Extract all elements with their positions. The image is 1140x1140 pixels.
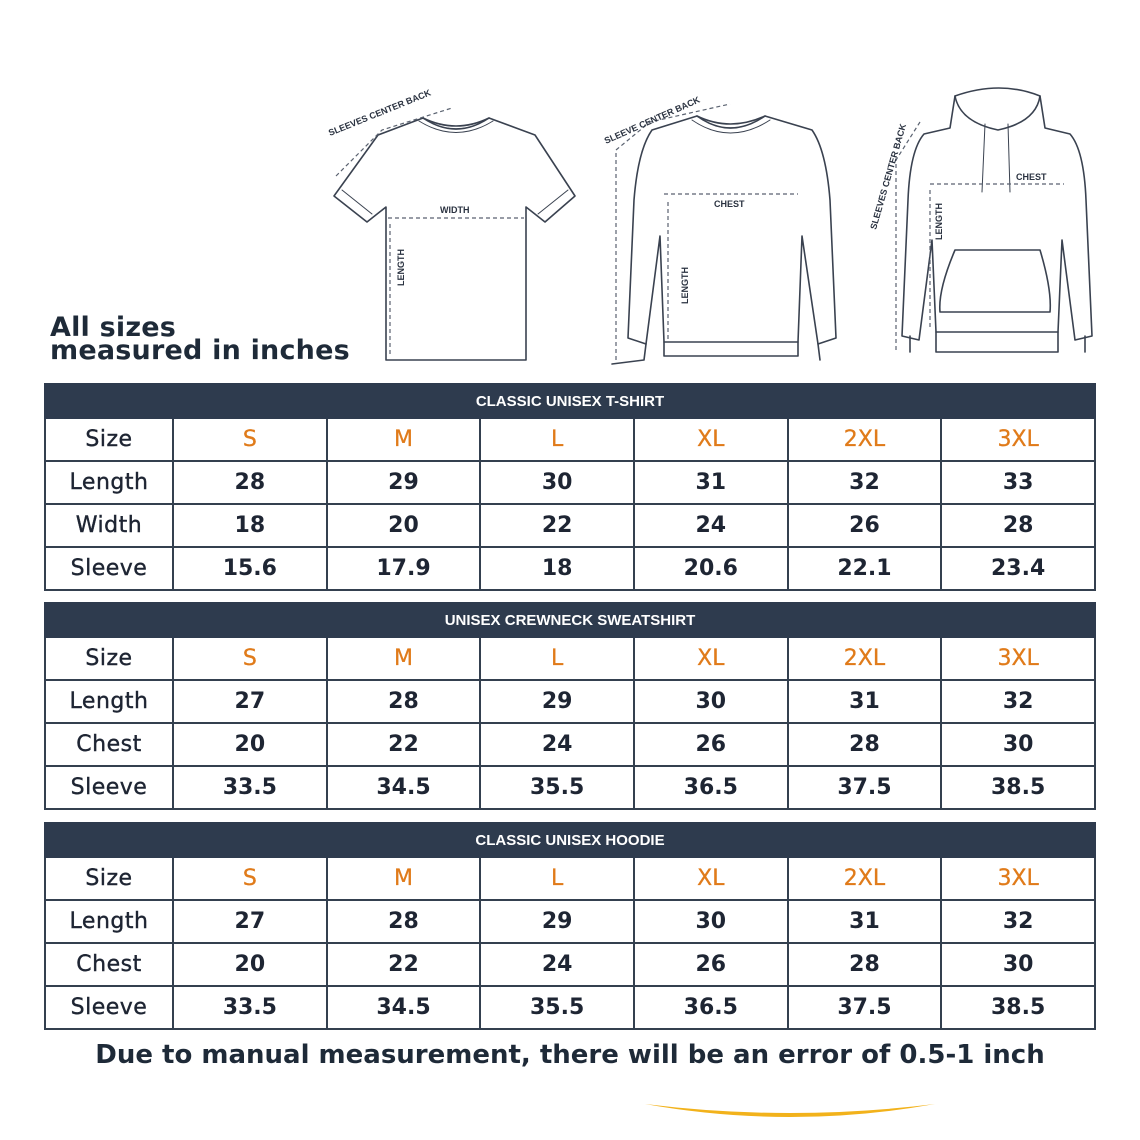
value-cell: 26 <box>634 723 788 766</box>
value-cell: 31 <box>634 461 788 504</box>
size-cell: S <box>173 418 327 461</box>
size-cell: L <box>480 637 634 680</box>
value-cell: 36.5 <box>634 986 788 1029</box>
sweatshirt-outline <box>628 116 836 344</box>
value-cell: 28 <box>327 900 481 943</box>
row-label: Length <box>45 461 173 504</box>
size-cell: M <box>327 418 481 461</box>
table-row <box>45 986 1095 1029</box>
value-cell: 27 <box>173 680 327 723</box>
value-cell: 37.5 <box>788 766 942 809</box>
tshirt-outline <box>334 118 575 360</box>
row-label: Chest <box>45 943 173 986</box>
table-title: UNISEX CREWNECK SWEATSHIRT <box>45 603 1095 637</box>
sweatshirt-length-label: LENGTH <box>680 267 690 304</box>
row-label: Length <box>45 900 173 943</box>
value-cell: 29 <box>480 900 634 943</box>
value-cell: 28 <box>788 723 942 766</box>
table-title: CLASSIC UNISEX T-SHIRT <box>45 384 1095 418</box>
row-label: Chest <box>45 723 173 766</box>
sweatshirt-size-table <box>44 602 1096 810</box>
size-cell: S <box>173 857 327 900</box>
headline-line-1: All sizes <box>50 312 177 343</box>
value-cell: 30 <box>941 723 1095 766</box>
value-cell: 29 <box>327 461 481 504</box>
value-cell: 33.5 <box>173 766 327 809</box>
value-cell: 33.5 <box>173 986 327 1029</box>
row-label: Sleeve <box>45 986 173 1029</box>
value-cell: 29 <box>480 680 634 723</box>
tshirt-width-label: WIDTH <box>440 205 470 215</box>
value-cell: 15.6 <box>173 547 327 590</box>
decorative-swoosh <box>640 1100 940 1140</box>
row-label: Width <box>45 504 173 547</box>
table-row <box>45 637 1095 680</box>
size-cell: M <box>327 857 481 900</box>
value-cell: 20.6 <box>634 547 788 590</box>
tshirt-sleeve-label: SLEEVES CENTER BACK <box>327 87 433 138</box>
value-cell: 32 <box>941 900 1095 943</box>
table-row <box>45 680 1095 723</box>
size-cell: 3XL <box>941 418 1095 461</box>
row-label: Length <box>45 680 173 723</box>
value-cell: 34.5 <box>327 986 481 1029</box>
table-row <box>45 504 1095 547</box>
value-cell: 34.5 <box>327 766 481 809</box>
table-row <box>45 547 1095 590</box>
value-cell: 20 <box>327 504 481 547</box>
size-cell: S <box>173 637 327 680</box>
size-cell: 3XL <box>941 637 1095 680</box>
value-cell: 28 <box>173 461 327 504</box>
value-cell: 24 <box>480 723 634 766</box>
value-cell: 17.9 <box>327 547 481 590</box>
value-cell: 35.5 <box>480 766 634 809</box>
value-cell: 18 <box>173 504 327 547</box>
value-cell: 38.5 <box>941 766 1095 809</box>
size-cell: 2XL <box>788 418 942 461</box>
hoodie-chest-label: CHEST <box>1016 172 1047 182</box>
hoodie-sleeve-label: SLEEVES CENTER BACK <box>868 122 909 231</box>
value-cell: 38.5 <box>941 986 1095 1029</box>
value-cell: 30 <box>941 943 1095 986</box>
value-cell: 35.5 <box>480 986 634 1029</box>
value-cell: 36.5 <box>634 766 788 809</box>
size-row-label: Size <box>45 857 173 900</box>
value-cell: 30 <box>480 461 634 504</box>
size-cell: XL <box>634 418 788 461</box>
headline-line-2: measured in inches <box>50 335 350 366</box>
value-cell: 26 <box>788 504 942 547</box>
value-cell: 28 <box>327 680 481 723</box>
table-title: CLASSIC UNISEX HOODIE <box>45 823 1095 857</box>
value-cell: 31 <box>788 900 942 943</box>
size-cell: M <box>327 637 481 680</box>
table-row <box>45 857 1095 900</box>
size-cell: L <box>480 857 634 900</box>
size-cell: XL <box>634 857 788 900</box>
value-cell: 31 <box>788 680 942 723</box>
sweatshirt-diagram <box>612 116 836 364</box>
sweatshirt-sleeve-label: SLEEVE CENTER BACK <box>602 94 702 146</box>
value-cell: 32 <box>941 680 1095 723</box>
value-cell: 22 <box>327 723 481 766</box>
value-cell: 20 <box>173 723 327 766</box>
value-cell: 28 <box>941 504 1095 547</box>
size-row-label: Size <box>45 637 173 680</box>
value-cell: 33 <box>941 461 1095 504</box>
value-cell: 30 <box>634 900 788 943</box>
value-cell: 22.1 <box>788 547 942 590</box>
size-cell: 2XL <box>788 637 942 680</box>
value-cell: 32 <box>788 461 942 504</box>
value-cell: 28 <box>788 943 942 986</box>
row-label: Sleeve <box>45 766 173 809</box>
size-cell: XL <box>634 637 788 680</box>
measurement-note: Due to manual measurement, there will be an error of 0.5-1 inch <box>95 1040 1045 1070</box>
value-cell: 26 <box>634 943 788 986</box>
value-cell: 37.5 <box>788 986 942 1029</box>
size-row-label: Size <box>45 418 173 461</box>
size-cell: 2XL <box>788 857 942 900</box>
value-cell: 23.4 <box>941 547 1095 590</box>
value-cell: 24 <box>634 504 788 547</box>
value-cell: 20 <box>173 943 327 986</box>
size-cell: L <box>480 418 634 461</box>
hoodie-length-label: LENGTH <box>934 203 944 240</box>
hoodie-size-table <box>44 822 1096 1030</box>
table-row <box>45 900 1095 943</box>
row-label: Sleeve <box>45 547 173 590</box>
value-cell: 18 <box>480 547 634 590</box>
table-row <box>45 418 1095 461</box>
table-row <box>45 723 1095 766</box>
tshirt-length-label: LENGTH <box>396 249 406 286</box>
units-headline <box>50 312 350 366</box>
tshirt-diagram <box>334 118 575 360</box>
size-cell: 3XL <box>941 857 1095 900</box>
value-cell: 27 <box>173 900 327 943</box>
sweatshirt-chest-label: CHEST <box>714 199 745 209</box>
table-row <box>45 766 1095 809</box>
tshirt-size-table <box>44 383 1096 591</box>
table-row <box>45 943 1095 986</box>
value-cell: 24 <box>480 943 634 986</box>
value-cell: 30 <box>634 680 788 723</box>
value-cell: 22 <box>327 943 481 986</box>
value-cell: 22 <box>480 504 634 547</box>
table-row <box>45 461 1095 504</box>
